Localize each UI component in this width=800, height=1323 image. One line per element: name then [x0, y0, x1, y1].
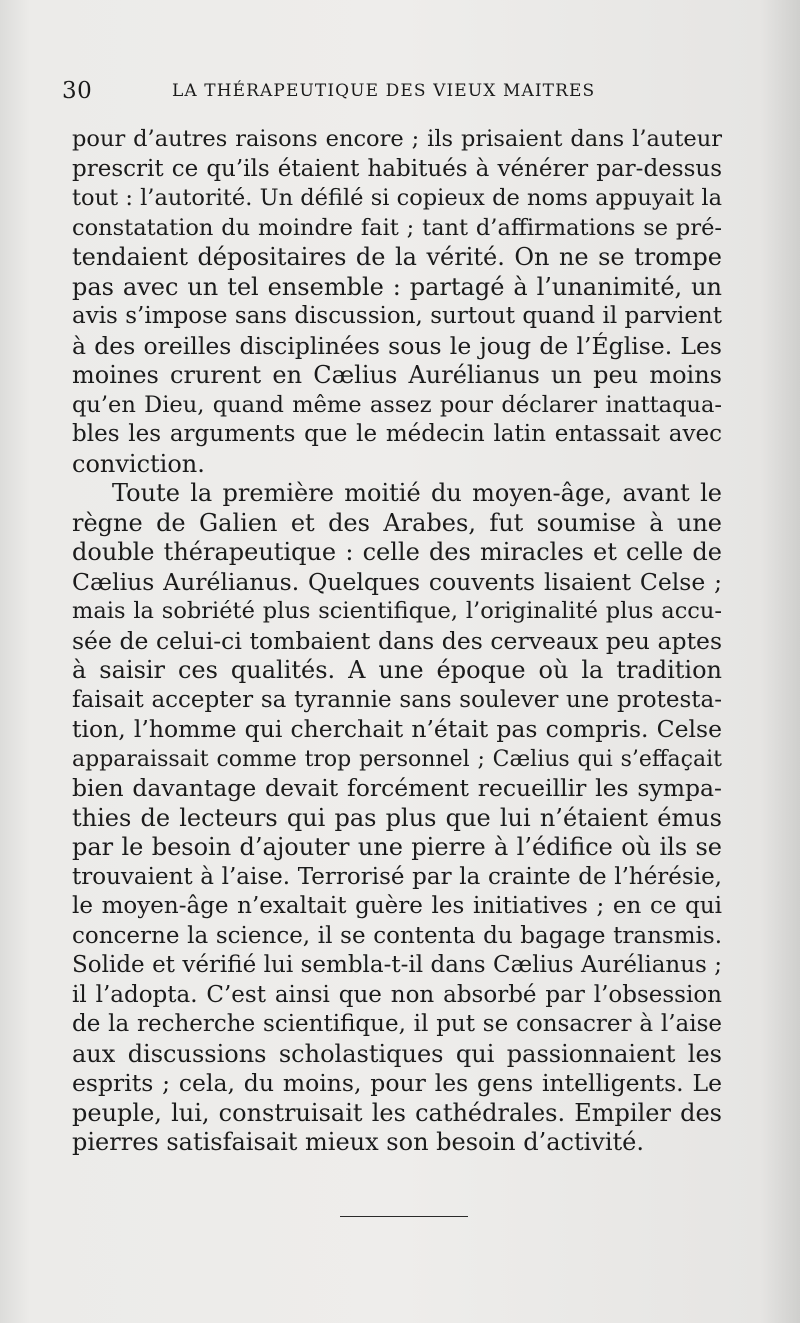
text-line: Toute la première moitié du moyen-âge, avant le — [112, 479, 722, 507]
text-line: tout : l’autorité. Un défilé si copieux de noms appuyait la — [72, 185, 722, 211]
running-title: LA THÉRAPEUTIQUE DES VIEUX MAITRES — [172, 81, 596, 101]
text-line: tion, l’homme qui cherchait n’était pas compris. Celse — [72, 715, 722, 743]
text-line: à saisir ces qualités. A une époque où la tradition — [72, 656, 722, 684]
body-text — [72, 125, 722, 1158]
text-line: Solide et vérifié lui sembla-t-il dans Cælius Aurélianus ; — [72, 952, 722, 978]
text-line: règne de Galien et des Arabes, fut soumise à une — [72, 508, 722, 537]
text-line: concerne la science, il se contenta du bagage transmis. — [72, 922, 722, 949]
text-line: apparaissait comme trop personnel ; Cælius qui s’effaçait — [72, 746, 722, 772]
text-line: à des oreilles disciplinées sous le joug de l’Église. Les — [72, 331, 722, 360]
text-line: esprits ; cela, du moins, pour les gens intelligents. Le — [72, 1069, 722, 1097]
text-line: prescrit ce qu’ils étaient habitués à vénérer par-dessus — [72, 155, 722, 182]
text-line: faisait accepter sa tyrannie sans soulever une protesta- — [72, 686, 722, 713]
text-line: le moyen-âge n’exaltait guère les initiatives ; en ce qui — [72, 893, 722, 919]
page-number: 30 — [62, 78, 93, 104]
text-line: de la recherche scientifique, il put se consacrer à l’aise — [72, 1011, 722, 1037]
text-line: constatation du moindre fait ; tant d’affirmations se pré- — [72, 214, 722, 241]
text-line: pas avec un tel ensemble : partagé à l’unanimité, un — [72, 272, 722, 301]
text-line: trouvaient à l’aise. Terrorisé par la crainte de l’hérésie, — [72, 863, 722, 890]
text-line: bien davantage devait forcément recueillir les sympa- — [72, 774, 722, 802]
text-line: pierres satisfaisait mieux son besoin d’activité. — [72, 1128, 645, 1156]
text-line: moines crurent en Cælius Aurélianus un peu moins — [72, 361, 722, 389]
text-line: qu’en Dieu, quand même assez pour déclarer inattaqua- — [72, 391, 722, 418]
text-line: sée de celui-ci tombaient dans des cerveaux peu aptes — [72, 626, 722, 655]
text-line: pour d’autres raisons encore ; ils prisaient dans l’auteur — [72, 126, 722, 152]
text-line: aux discussions scholastiques qui passionnaient les — [72, 1039, 722, 1068]
text-line: thies de lecteurs qui pas plus que lui n’étaient émus — [72, 803, 722, 832]
text-line: Cælius Aurélianus. Quelques couvents lisaient Celse ; — [72, 567, 722, 596]
text-line: bles les arguments que le médecin latin entassait avec — [72, 421, 722, 447]
text-line: mais la sobriété plus scientifique, l’originalité plus accu- — [72, 598, 722, 624]
text-line: peuple, lui, construisait les cathédrales. Empiler des — [72, 1098, 722, 1127]
text-line: par le besoin d’ajouter une pierre à l’édifice où ils se — [72, 833, 722, 861]
text-line: il l’adopta. C’est ainsi que non absorbé par l’obsession — [72, 981, 722, 1008]
paragraph-1 — [72, 125, 722, 479]
end-rule — [340, 1216, 468, 1217]
page-header — [62, 78, 742, 108]
text-line: avis s’impose sans discussion, surtout quand il parvient — [72, 303, 722, 329]
text-line: tendaient dépositaires de la vérité. On ne se trompe — [72, 243, 722, 271]
paragraph-2 — [72, 479, 722, 1158]
text-line: double thérapeutique : celle des miracles et celle de — [72, 538, 722, 566]
text-line: conviction. — [72, 449, 205, 478]
